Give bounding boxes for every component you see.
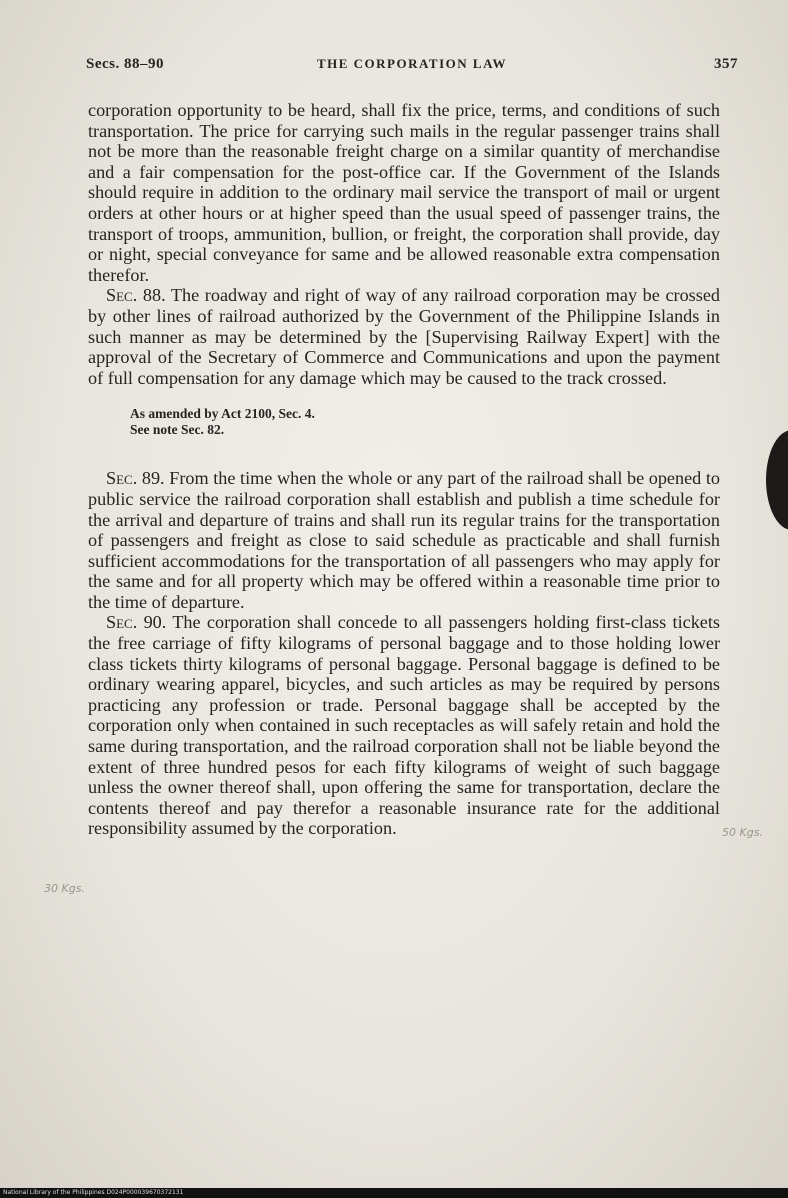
page-body <box>88 100 720 839</box>
section-90 <box>88 612 720 839</box>
section-89-label: Sec. 89. <box>106 468 165 489</box>
amendment-note-line1: As amended by Act 2100, Sec. 4. <box>130 406 315 422</box>
margin-note-right: 50 Kgs. <box>722 826 763 839</box>
edge-blot <box>766 430 788 530</box>
section-range: Secs. 88–90 <box>86 56 164 72</box>
amendment-note-line2: See note Sec. 82. <box>130 422 225 438</box>
section-88 <box>88 285 720 388</box>
section-89-text: From the time when the whole or any part of the railroad shall be opened to public service the railroad corporation shall establish and publish a time schedule for the arrival and departure of trains and shall run its regular trains for the transportation of passengers and freight as close to said schedule as practicable and shall furnish sufficient accommodations for the transportation of all passengers who may apply for the same and for all property which may be offered within a reasonable time prior to the time of departure. <box>88 468 721 612</box>
running-title: THE CORPORATION LAW <box>316 56 508 71</box>
amendment-note <box>130 406 720 438</box>
page-header <box>86 56 738 78</box>
section-89 <box>88 468 720 612</box>
section-88-text: The roadway and right of way of any railroad corporation may be crossed by other lines of railroad authorized by the Government of the Philippine Islands in such manner as may be determined by the [Supervising Railway Expert] with the approval of the Secretary of Commerce and Communications and upon the payment of full compensation for any damage which may be caused to the track crossed. <box>88 285 720 388</box>
section-90-label: Sec. 90. <box>106 612 167 633</box>
page-number: 357 <box>714 56 738 72</box>
section-90-text: The corporation shall concede to all passengers holding first-class tickets the free carriage of fifty kilograms of personal baggage and to those holding lower class tickets thirty kilograms of personal baggage. Personal baggage is defined to be ordinary wearing apparel, bicycles, and such articles as may be required by persons practicing any profession or trade. Personal baggage shall be accepted by the corporation only when contained in such receptacles as will safely retain and hold the same during transportation, and the railroad corporation shall not be liable beyond the extent of three hundred pesos for each fifty kilograms of weight of such baggage unless the owner thereof shall, upon offering the same for transportation, declare the contents thereof and pay therefor a reasonable insurance rate for the additional responsibility assumed by the corporation. <box>88 612 721 839</box>
section-88-label: Sec. 88. <box>106 285 166 306</box>
margin-note-left: 30 Kgs. <box>44 882 85 895</box>
scan-footer: National Library of the Philippines D024P000039670372131 <box>0 1188 788 1198</box>
paragraph-continuation: corporation opportunity to be heard, shall fix the price, terms, and conditions of such transportation. The price for carrying such mails in the regular passenger trains shall not be more than the reasonable freight charge on a similar quantity of merchandise and a fair compensation for the post-office car. If the Government of the Islands should require in addition to the ordinary mail service the transport of mail or urgent orders at other hours or at higher speed than the usual speed of passenger trains, the transport of troops, ammunition, bullion, or freight, the corporation shall provide, day or night, special conveyance for same and be allowed reasonable extra compensation therefor. <box>88 100 720 285</box>
